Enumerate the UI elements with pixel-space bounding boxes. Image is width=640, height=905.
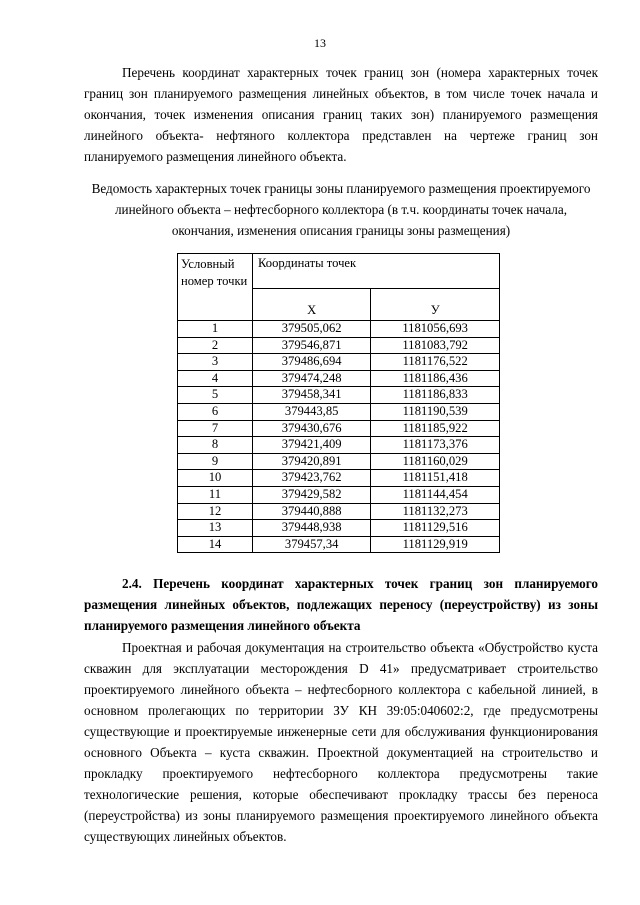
cell-x: 379457,34 bbox=[253, 536, 371, 553]
cell-point-number: 8 bbox=[178, 437, 253, 454]
cell-y: 1181056,693 bbox=[371, 321, 500, 338]
cell-y: 1181186,833 bbox=[371, 387, 500, 404]
table-row bbox=[178, 420, 500, 437]
cell-point-number: 3 bbox=[178, 354, 253, 371]
table-row bbox=[178, 503, 500, 520]
cell-x: 379448,938 bbox=[253, 520, 371, 537]
table-caption: Ведомость характерных точек границы зоны планируемого размещения проектируемого линейного объекта – нефтесборного коллектора (в т.ч. координаты точек начала, окончания, изменения описания границы зоны размещения) bbox=[91, 181, 591, 238]
table-row bbox=[178, 486, 500, 503]
cell-y: 1181129,919 bbox=[371, 536, 500, 553]
cell-x: 379423,762 bbox=[253, 470, 371, 487]
cell-x: 379546,871 bbox=[253, 337, 371, 354]
table-row bbox=[178, 321, 500, 338]
intro-paragraph: Перечень координат характерных точек границ зон (номера характерных точек границ зон планируемого размещения линейных объектов, в том числе точек начала и окончания, точек изменения описания границ таких зон) планируемого размещения линейного объекта- нефтяного коллектора представлен на чертеже границ зон планируемого размещения линейного объекта. bbox=[84, 65, 598, 164]
cell-y: 1181083,792 bbox=[371, 337, 500, 354]
body-paragraph: Проектная и рабочая документация на строительство объекта «Обустройство куста скважин для эксплуатации месторождения D 41» предусматривает строительство проектируемого линейного объекта – нефтесборного коллектора с кабельной линией, в основном пролегающих по территории ЗУ КН 39:05:040602:2, где предусмотрены существующие и проектируемые инженерные сети для обслуживания функционирования основного Объекта – куста скважин. Проектной документацией на строительство и прокладку проектируемого нефтесборного коллектора предусмотрены такие технологические решения, которые обеспечивают прокладку трассы без переноса (переустройства) из зоны планируемого размещения проектируемого линейного объекта существующих линейных объектов. bbox=[84, 640, 598, 844]
cell-point-number: 1 bbox=[178, 321, 253, 338]
cell-point-number: 5 bbox=[178, 387, 253, 404]
table-row bbox=[178, 453, 500, 470]
cell-y: 1181129,516 bbox=[371, 520, 500, 537]
cell-point-number: 13 bbox=[178, 520, 253, 537]
cell-y: 1181190,539 bbox=[371, 403, 500, 420]
cell-x: 379443,85 bbox=[253, 403, 371, 420]
table-row bbox=[178, 536, 500, 553]
cell-x: 379458,341 bbox=[253, 387, 371, 404]
cell-x: 379440,888 bbox=[253, 503, 371, 520]
cell-y: 1181186,436 bbox=[371, 370, 500, 387]
coordinates-table bbox=[177, 253, 500, 553]
cell-point-number: 7 bbox=[178, 420, 253, 437]
cell-x: 379429,582 bbox=[253, 486, 371, 503]
cell-x: 379505,062 bbox=[253, 321, 371, 338]
table-row bbox=[178, 470, 500, 487]
cell-point-number: 6 bbox=[178, 403, 253, 420]
cell-x: 379421,409 bbox=[253, 437, 371, 454]
cell-x: 379420,891 bbox=[253, 453, 371, 470]
cell-y: 1181173,376 bbox=[371, 437, 500, 454]
table-row bbox=[178, 370, 500, 387]
table-row bbox=[178, 403, 500, 420]
cell-x: 379486,694 bbox=[253, 354, 371, 371]
table-row bbox=[178, 337, 500, 354]
cell-y: 1181160,029 bbox=[371, 453, 500, 470]
cell-y: 1181144,454 bbox=[371, 486, 500, 503]
cell-y: 1181151,418 bbox=[371, 470, 500, 487]
header-y: У bbox=[371, 289, 500, 321]
cell-x: 379430,676 bbox=[253, 420, 371, 437]
cell-x: 379474,248 bbox=[253, 370, 371, 387]
table-row bbox=[178, 437, 500, 454]
header-point-number: Условный номер точки bbox=[178, 254, 253, 321]
cell-point-number: 4 bbox=[178, 370, 253, 387]
cell-point-number: 10 bbox=[178, 470, 253, 487]
table-row bbox=[178, 387, 500, 404]
cell-point-number: 2 bbox=[178, 337, 253, 354]
cell-y: 1181176,522 bbox=[371, 354, 500, 371]
cell-y: 1181185,922 bbox=[371, 420, 500, 437]
section-heading: 2.4. Перечень координат характерных точек границ зон планируемого размещения линейных объектов, подлежащих переносу (переустройству) из зоны планируемого размещения линейного объекта bbox=[84, 576, 598, 633]
page-number: 13 bbox=[314, 36, 326, 50]
table-body bbox=[178, 321, 500, 553]
header-x: Х bbox=[253, 289, 371, 321]
header-coordinates: Координаты точек bbox=[253, 254, 500, 289]
table-row bbox=[178, 520, 500, 537]
cell-point-number: 12 bbox=[178, 503, 253, 520]
cell-point-number: 14 bbox=[178, 536, 253, 553]
table-row bbox=[178, 354, 500, 371]
cell-point-number: 11 bbox=[178, 486, 253, 503]
cell-point-number: 9 bbox=[178, 453, 253, 470]
cell-y: 1181132,273 bbox=[371, 503, 500, 520]
